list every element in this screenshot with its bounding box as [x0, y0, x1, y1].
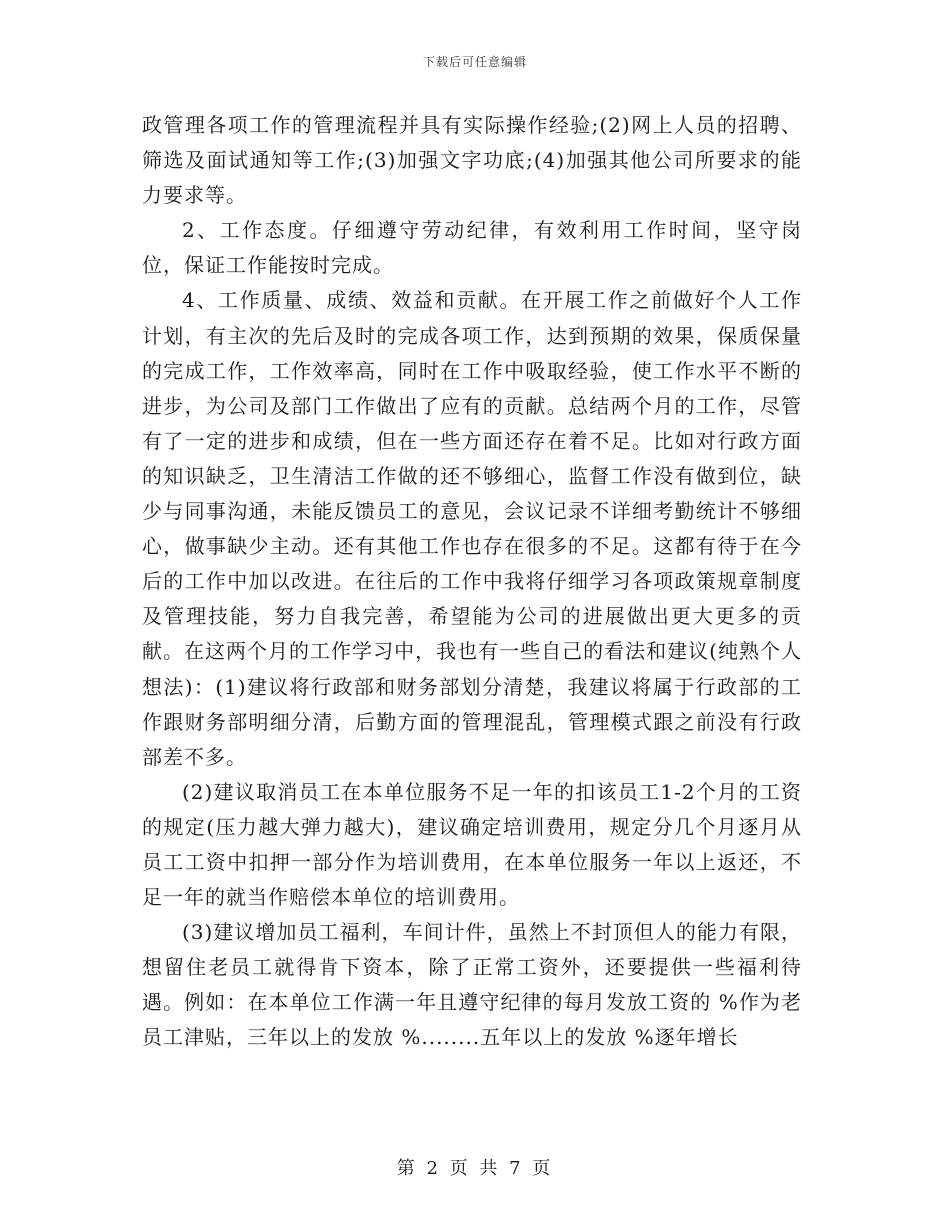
document-body	[142, 108, 802, 1056]
paragraph-work-quality: 4、工作质量、成绩、效益和贡献。在开展工作之前做好个人工作计划，有主次的先后及时的完成各项工作，达到预期的效果，保质保量的完成工作，工作效率高，同时在工作中吸取经验，使工作水平不断的进步，为公司及部门工作做出了应有的贡献。总结两个月的工作，尽管有了一定的进步和成绩，但在一些方面还存在着不足。比如对行政方面的知识缺乏，卫生清洁工作做的还不够细心，监督工作没有做到位，缺少与同事沟通，未能反馈员工的意见，会议记录不详细考勤统计不够细心，做事缺少主动。还有其他工作也存在很多的不足。这都有待于在今后的工作中加以改进。在往后的工作中我将仔细学习各项政策规章制度及管理技能，努力自我完善，希望能为公司的进展做出更大更多的贡献。在这两个月的工作学习中，我也有一些自己的看法和建议(纯熟个人想法)：(1)建议将行政部和财务部划分清楚，我建议将属于行政部的工作跟财务部明细分清，后勤方面的管理混乱，管理模式跟之前没有行政部差不多。	[142, 288, 802, 769]
page-header: 下载后可任意编辑	[422, 55, 527, 69]
page-footer: 第 2 页 共 7 页	[396, 1158, 554, 1179]
paragraph-work-attitude: 2、工作态度。仔细遵守劳动纪律，有效利用工作时间，坚守岗位，保证工作能按时完成。	[142, 218, 802, 278]
paragraph-suggestion-2: (2)建议取消员工在本单位服务不足一年的扣该员工1-2个月的工资的规定(压力越大弹力越大)，建议确定培训费用，规定分几个月逐月从员工工资中扣押一部分作为培训费用，在本单位服务一年以上返还，不足一年的就当作赔偿本单位的培训费用。	[142, 779, 802, 910]
paragraph-suggestion-3: (3)建议增加员工福利，车间计件，虽然上不封顶但人的能力有限，想留住老员工就得肯下资本，除了正常工资外，还要提供一些福利待遇。例如：在本单位工作满一年且遵守纪律的每月发放工资的 %作为老员工津贴，三年以上的发放 %........五年以上的发放 %逐年增长	[142, 920, 802, 1050]
paragraph-continuation: 政管理各项工作的管理流程并具有实际操作经验;(2)网上人员的招聘、筛选及面试通知等工作;(3)加强文字功底;(4)加强其他公司所要求的能力要求等。	[142, 113, 802, 208]
